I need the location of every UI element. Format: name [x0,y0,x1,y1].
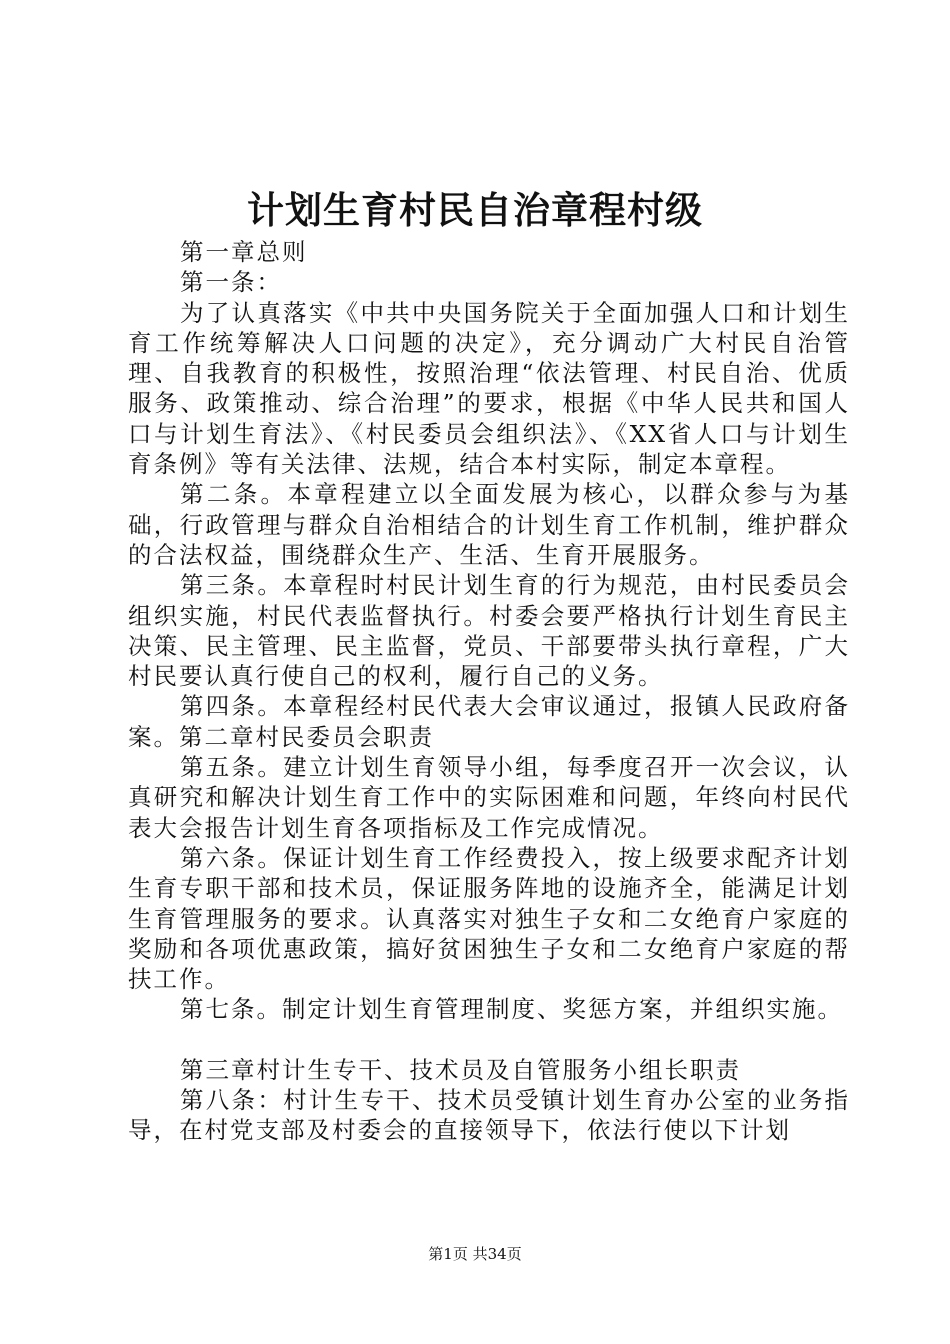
paragraph: 为了认真落实《中共中央国务院关于全面加强人口和计划生育工作统筹解决人口问题的决定》，充分调动广大村民自治管理、自我教育的积极性，按照治理“依法管理、村民自治、优质服务、政策推动、综合治理”的要求，根据《中华人民共和国人口与计划生育法》、《村民委员会组织法》、《XX省人口与计划生育条例》等有关法律、法规，结合本村实际，制定本章程。 [128,298,850,479]
paragraph: 第八条：村计生专干、技术员受镇计划生育办公室的业务指导，在村党支部及村委会的直接领导下，依法行使以下计划 [128,1086,850,1145]
chapter-heading: 第三章村计生专干、技术员及自管服务小组长职责 [180,1055,741,1084]
chapter-heading: 第一章总则 [180,238,308,266]
paragraph-spacer [128,1025,850,1055]
paragraph: 第二条。本章程建立以全面发展为核心，以群众参与为基础，行政管理与群众自治相结合的计划生育工作机制，维护群众的合法权益，围绕群众生产、生活、生育开展服务。 [128,480,850,569]
paragraph: 第四条。本章程经村民代表大会审议通过，报镇人民政府备案。第二章村民委员会职责 [128,692,850,751]
document-title: 计划生育村民自治章程村级 [247,188,703,232]
paragraph: 第六条。保证计划生育工作经费投入，按上级要求配齐计划生育专职干部和技术员，保证服务阵地的设施齐全，能满足计划生育管理服务的要求。认真落实对独生子女和二女绝育户家庭的奖励和各项优惠政策，搞好贫困独生子女和二女绝育户家庭的帮扶工作。 [128,843,850,994]
page-footer: 第1页 共34页 [428,1245,522,1263]
article-heading: 第一条： [180,268,282,297]
document-body [128,237,850,1146]
paragraph: 第七条。制定计划生育管理制度、奖惩方案，并组织实施。 [180,995,843,1024]
paragraph: 第五条。建立计划生育领导小组，每季度召开一次会议，认真研究和解决计划生育工作中的实际困难和问题，年终向村民代表大会报告计划生育各项指标及工作完成情况。 [128,753,850,842]
paragraph: 第三条。本章程时村民计划生育的行为规范，由村民委员会组织实施，村民代表监督执行。村委会要严格执行计划生育民主决策、民主管理、民主监督，党员、干部要带头执行章程，广大村民要认真行使自己的权利，履行自己的义务。 [128,571,850,691]
